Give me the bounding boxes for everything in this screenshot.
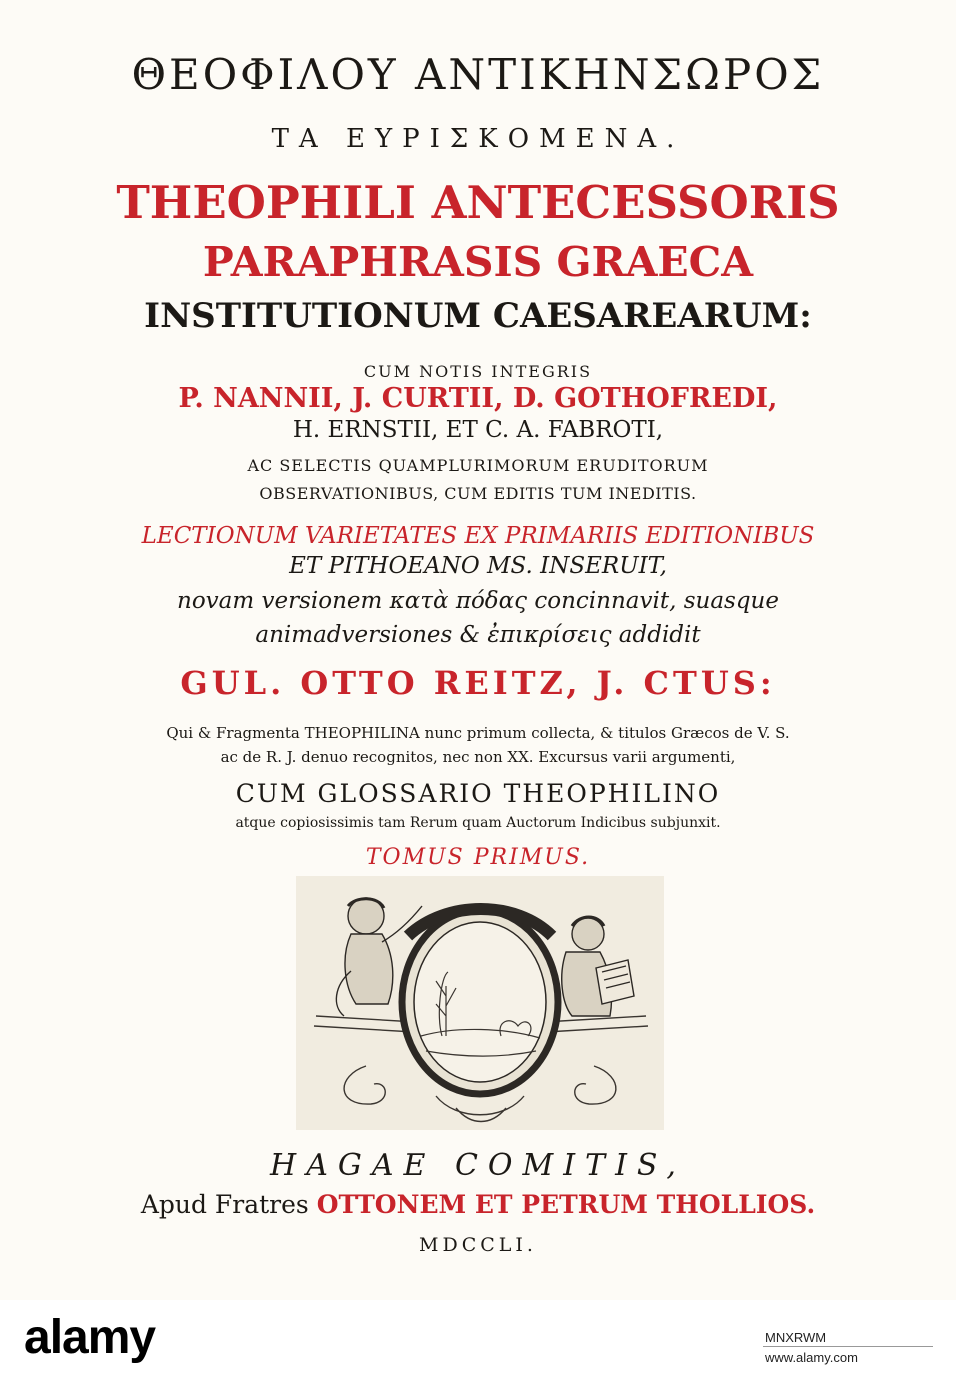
latin-title-line-2: PARAPHRASIS GRAECA <box>202 238 754 286</box>
glossario-line: CUM GLOSSARIO THEOPHILINO <box>235 779 721 808</box>
lectionum-line-1: LECTIONUM VARIETATES EX PRIMARIIS EDITIONIBUS <box>141 523 815 549</box>
fragmenta-line-2: ac de R. J. denuo recognitos, nec non XX. Excursus varii argumenti, <box>220 748 736 766</box>
engraved-vignette <box>296 876 664 1130</box>
publisher-name: OTTONEM ET PETRUM THOLLIOS. <box>316 1190 816 1219</box>
notes-editors-line: P. NANNII, J. CURTII, D. GOTHOFREDI, <box>178 383 778 414</box>
publisher-prefix: Apud Fratres <box>140 1190 309 1219</box>
lectionum-line-3: novam versionem κατὰ πόδας concinnavit, suasque <box>177 588 779 614</box>
imprint-publisher-line <box>0 1190 956 1219</box>
notes-line-4: AC SELECTIS QUAMPLURIMORUM ERUDITORUM <box>247 456 709 475</box>
lectionum-line-4: animadversiones & ἐπικρίσεις addidit <box>255 622 701 648</box>
stock-url: www.alamy.com <box>765 1350 858 1365</box>
notes-line-3: H. ERNSTII, ET C. A. FABROTI, <box>292 417 664 443</box>
latin-title-line-3: INSTITUTIONUM CAESAREARUM: <box>144 296 812 336</box>
fragmenta-line-4: atque copiosissimis tam Rerum quam Auctorum Indicibus subjunxit. <box>235 815 721 831</box>
stock-id: MNXRWM <box>765 1330 827 1345</box>
notes-line-5: OBSERVATIONIBUS, CUM EDITIS TUM INEDITIS. <box>259 484 697 503</box>
alamy-logo: alamy <box>24 1311 156 1364</box>
lectionum-line-2: ET PITHOEANO MS. INSERUIT, <box>289 553 667 579</box>
author-name: GUL. OTTO REITZ, J. CTUS: <box>180 664 776 702</box>
latin-title-line-1: THEOPHILI ANTECESSORIS <box>116 176 840 229</box>
watermark-strip <box>0 1300 956 1390</box>
greek-subtitle: ΤΑ ΕΥΡΙΣΚΟΜΕΝΑ. <box>271 124 685 154</box>
stock-divider <box>763 1346 933 1347</box>
fragmenta-line-1: Qui & Fragmenta THEOPHILINA nunc primum collecta, & titulos Græcos de V. S. <box>166 724 790 742</box>
tomus-primus: TOMUS PRIMUS. <box>365 845 591 870</box>
greek-title: ΘΕΟΦΙΛΟΥ ΑΝΤΙΚΗΝΣΩΡΟΣ <box>131 50 825 99</box>
imprint-city: HAGAE COMITIS, <box>270 1148 686 1183</box>
imprint-year: MDCCLI. <box>419 1234 537 1256</box>
notes-line-1: CUM NOTIS INTEGRIS <box>363 362 593 381</box>
